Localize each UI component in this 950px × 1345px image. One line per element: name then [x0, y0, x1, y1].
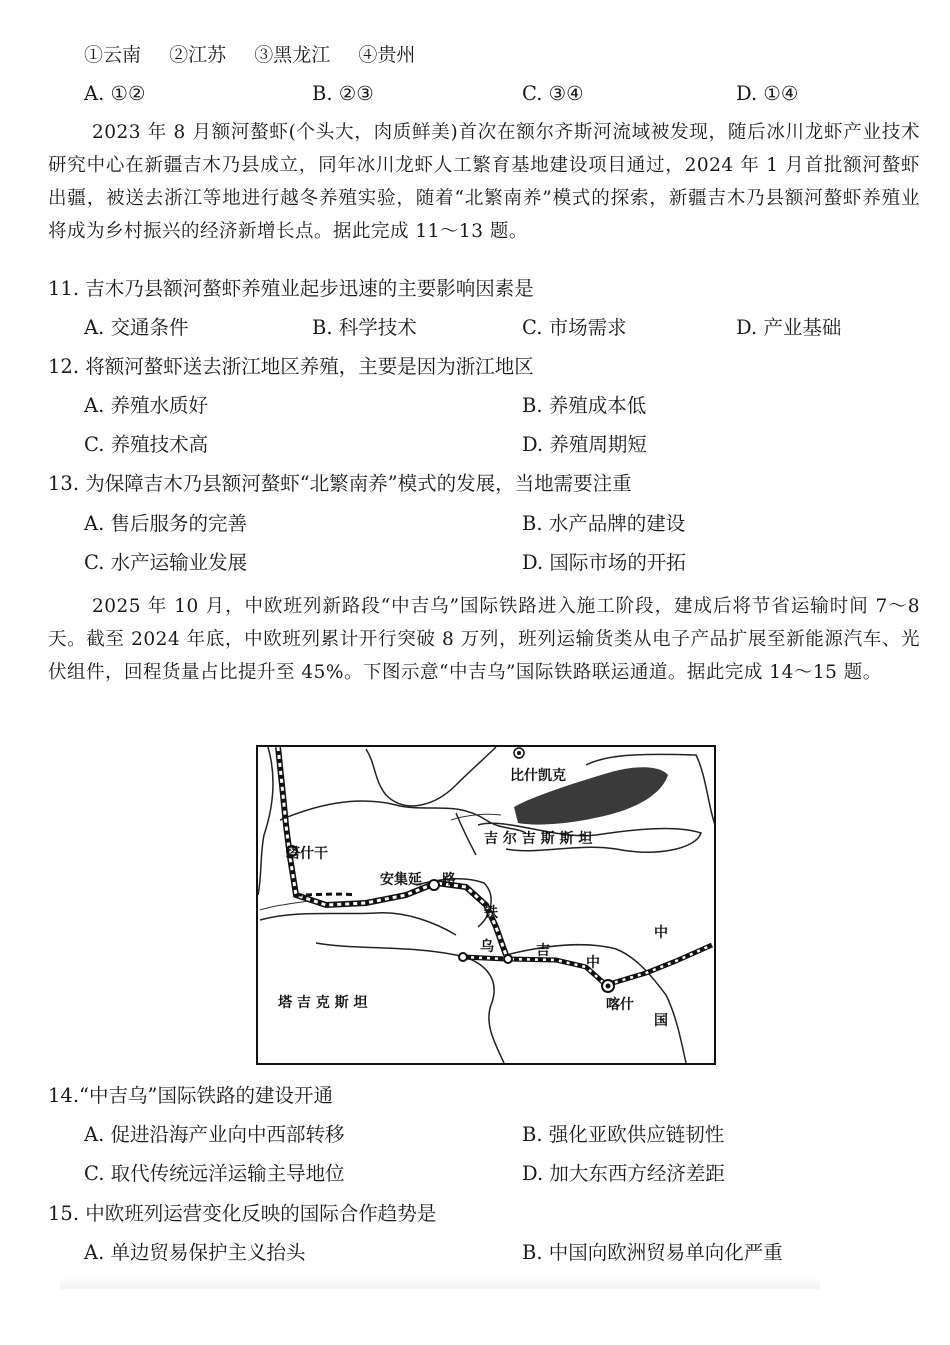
q13-option-d: D. 国际市场的开拓: [522, 551, 686, 574]
label-kyrgyzstan: 吉 尔 吉 斯 斯 坦: [484, 831, 593, 847]
q14-stem: 14.“中吉乌”国际铁路的建设开通: [48, 1084, 333, 1107]
passage-1: 2023 年 8 月额河螯虾(个头大，肉质鲜美)首次在额尔齐斯河流域被发现，随后冰川龙虾产业技术研究中心在新疆吉木乃县成立，同年冰川龙虾人工繁育基地建设项目通过，2024 年 1 月首批额河螯虾出疆，被送去浙江等地进行越冬养殖实验，随着“北繁南养”模式的探索，新疆吉木乃县额河螯虾养殖业将成为乡村振兴的经济新增长点。据此完成 11～13 题。: [48, 122, 920, 242]
passage-2: 2025 年 10 月，中欧班列新路段“中吉乌”国际铁路进入施工阶段，建成后将节省运输时间 7～8 天。截至 2024 年底，中欧班列累计开行突破 8 万列，班列运输货类从电子产品扩展至新能源汽车、光伏组件，回程货量占比提升至 45%。下图示意“中吉乌”国际铁路联运通道。据此完成 14～15 题。: [48, 596, 920, 683]
q14-option-c: C. 取代传统远洋运输主导地位: [84, 1162, 345, 1185]
q12-option-a: A. 养殖水质好: [84, 394, 208, 417]
capital-dot: [517, 751, 521, 755]
q11-option-c: C. 市场需求: [522, 316, 627, 339]
q10-option-a: A. ①②: [84, 82, 146, 105]
label-kashgar: 喀什: [606, 997, 634, 1013]
kashgar-dot: [606, 984, 611, 989]
q11-stem: 11. 吉木乃县额河螯虾养殖业起步迅速的主要影响因素是: [48, 277, 534, 300]
q14-option-a: A. 促进沿海产业向中西部转移: [84, 1123, 345, 1146]
junction-marker-2: [504, 955, 512, 963]
q12-option-c: C. 养殖技术高: [84, 433, 209, 456]
q11-option-b: B. 科学技术: [312, 316, 417, 339]
label-route-5: 中: [586, 955, 600, 971]
q15-stem: 15. 中欧班列运营变化反映的国际合作趋势是: [48, 1202, 437, 1225]
cut-off-line: [60, 1275, 820, 1289]
q13-option-c: C. 水产运输业发展: [84, 551, 248, 574]
q12-stem: 12. 将额河螯虾送去浙江地区养殖，主要是因为浙江地区: [48, 355, 534, 378]
item-4: ④贵州: [358, 44, 416, 66]
item-2: ②江苏: [169, 44, 227, 66]
label-china-1: 中: [654, 925, 668, 941]
label-route-1: 路: [442, 872, 456, 888]
q13-option-b: B. 水产品牌的建设: [522, 512, 686, 535]
item-1: ①云南: [84, 44, 142, 66]
item-3: ③黑龙江: [254, 44, 331, 66]
q12-option-b: B. 养殖成本低: [522, 394, 647, 417]
q11-option-a: A. 交通条件: [84, 316, 189, 339]
q10-option-d: D. ①④: [736, 82, 799, 105]
railway-map: [256, 745, 716, 1065]
q13-option-a: A. 售后服务的完善: [84, 512, 247, 535]
label-tashkent: 塔什干: [286, 846, 328, 862]
q14-option-b: B. 强化亚欧供应链韧性: [522, 1123, 725, 1146]
option-list: [84, 42, 415, 68]
label-route-4: 吉: [536, 943, 550, 959]
label-tajikistan: 塔 吉 克 斯 坦: [278, 995, 368, 1011]
label-china-2: 国: [654, 1013, 668, 1029]
q13-stem: 13. 为保障吉木乃县额河螯虾“北繁南养”模式的发展，当地需要注重: [48, 472, 632, 495]
q12-option-d: D. 养殖周期短: [522, 433, 647, 456]
q10-option-b: B. ②③: [312, 82, 374, 105]
q14-option-d: D. 加大东西方经济差距: [522, 1162, 725, 1185]
q15-option-b: B. 中国向欧洲贸易单向化严重: [522, 1241, 783, 1264]
label-route-3: 乌: [480, 939, 494, 955]
q15-option-a: A. 单边贸易保护主义抬头: [84, 1241, 306, 1264]
label-andijan: 安集延: [380, 872, 422, 888]
andijan-marker: [429, 880, 439, 890]
label-route-2: 铁: [484, 905, 498, 921]
q11-option-d: D. 产业基础: [736, 316, 842, 339]
junction-marker: [459, 953, 467, 961]
label-bishkek: 比什凯克: [510, 768, 566, 784]
q10-option-c: C. ③④: [522, 82, 584, 105]
